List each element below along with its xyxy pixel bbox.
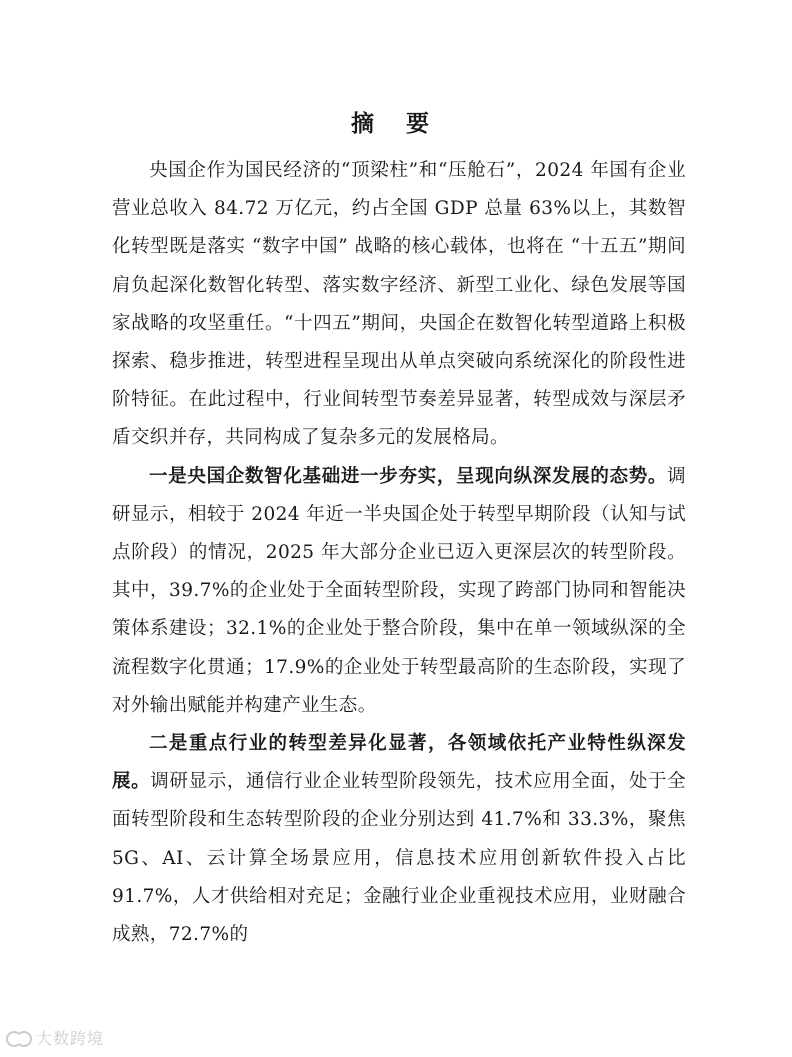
watermark-text: 大数跨境 <box>36 1029 105 1048</box>
paragraph-point-one <box>112 458 686 725</box>
paragraph-point-one-heading: 一是央国企数智化基础进一步夯实，呈现向纵深发展的态势。 <box>149 465 668 487</box>
paragraph-point-two <box>112 725 686 954</box>
paragraph-point-one-text: 调研显示，相较于 2024 年近一半央国企处于转型早期阶段（认知与试点阶段）的情况，2025 年大部分企业已迈入更深层次的转型阶段。其中，39.7%的企业处于全面转型阶段，实现了跨部门协同和智能决策体系建设；32.1%的企业处于整合阶段，集中在单一领域纵深的全流程数字化贯通；17.9%的企业处于转型最高阶的生态阶段，实现了对外输出赋能并构建产业生态。 <box>112 465 686 716</box>
paragraph-intro <box>112 152 686 458</box>
watermark <box>6 1026 104 1049</box>
page-title: 摘 要 <box>350 110 441 137</box>
link-loop-icon <box>6 1029 32 1047</box>
paragraph-point-two-heading: 二是重点行业的转型差异化显著，各领域依托产业特性纵深发展。 <box>112 733 686 793</box>
document-body <box>112 152 686 954</box>
paragraph-intro-text: 央国企作为国民经济的“顶梁柱”和“压舱石”，2024 年国有企业营业总收入 84.72 万亿元，约占全国 GDP 总量 63%以上，其数智化转型既是落实 “数字中国” 战略的核心载体，也将在 “十五五”期间肩负起深化数智化转型、落实数字经济、新型工业化、绿色发展等国家战略的攻坚重任。“十四五”期间，央国企在数智化转型道路上积极探索、稳步推进，转型进程呈现出从单点突破向系统深化的阶段性进阶特征。在此过程中，行业间转型节奏差异显著，转型成效与深层矛盾交织并存，共同构成了复杂多元的发展格局。 <box>112 160 686 449</box>
paragraph-point-two-text: 调研显示，通信行业企业转型阶段领先，技术应用全面，处于全面转型阶段和生态转型阶段的企业分别达到 41.7%和 33.3%，聚焦 5G、AI、云计算全场景应用，信息技术应用创新软件投入占比 91.7%，人才供给相对充足；金融行业企业重视技术应用，业财融合成熟，72.7%的 <box>112 771 687 946</box>
